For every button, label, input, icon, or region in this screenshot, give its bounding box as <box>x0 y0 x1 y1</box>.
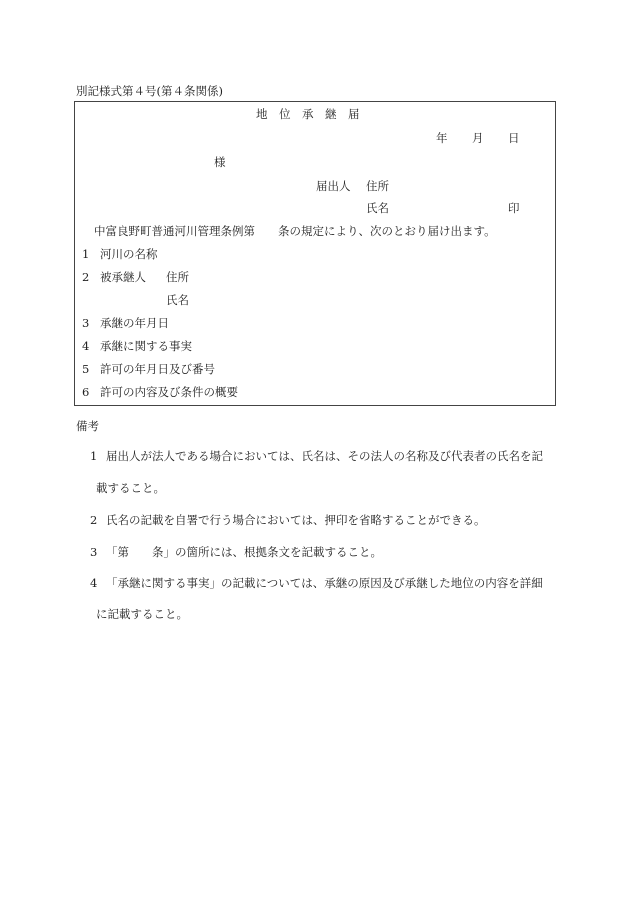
note-text: 「第 条」の箇所には、根拠条文を記載すること。 <box>106 545 382 559</box>
note-number: 3 <box>90 545 98 559</box>
note-text: 届出人が法人である場合においては、氏名は、その法人の名称及び代表者の氏名を記 <box>106 449 543 463</box>
note-number: 4 <box>90 576 98 590</box>
predecessor-name-label: 氏名 <box>166 293 189 307</box>
note-text-continued: に記載すること。 <box>96 607 188 621</box>
note-text-continued: 載すること。 <box>96 481 165 495</box>
item-label: 被承継人 <box>100 270 146 284</box>
item-label: 承継に関する事実 <box>100 339 192 353</box>
applicant-address-label: 住所 <box>366 179 389 193</box>
item-label: 許可の内容及び条件の概要 <box>100 385 238 399</box>
preamble-text: 中富良野町普通河川管理条例第 条の規定により、次のとおり届け出ます。 <box>94 224 496 238</box>
form-label: 別記様式第４号(第４条関係) <box>76 84 223 98</box>
note-number: 1 <box>90 449 98 463</box>
addressee-label: 様 <box>214 155 226 169</box>
item-number: 1 <box>82 247 90 261</box>
item-number: 5 <box>82 362 90 376</box>
item-number: 2 <box>82 270 90 284</box>
note-number: 2 <box>90 513 98 527</box>
note-text: 氏名の記載を自署で行う場合においては、押印を省略することができる。 <box>106 513 486 527</box>
item-label: 許可の年月日及び番号 <box>100 362 215 376</box>
item-number: 6 <box>82 385 90 399</box>
note-text: 「承継に関する事実」の記載については、承継の原因及び承継した地位の内容を詳細 <box>106 576 543 590</box>
date-day: 日 <box>508 131 520 145</box>
applicant-label: 届出人 <box>316 179 351 193</box>
notes-heading: 備考 <box>76 419 99 433</box>
item-label: 承継の年月日 <box>100 316 169 330</box>
seal-label: 印 <box>508 201 520 215</box>
date-year: 年 <box>436 131 448 145</box>
item-label: 河川の名称 <box>100 247 158 261</box>
item-number: 3 <box>82 316 90 330</box>
predecessor-address-label: 住所 <box>166 270 189 284</box>
date-month: 月 <box>472 131 484 145</box>
applicant-name-label: 氏名 <box>366 201 389 215</box>
item-number: 4 <box>82 339 90 353</box>
form-title: 地 位 承 継 届 <box>256 107 360 121</box>
